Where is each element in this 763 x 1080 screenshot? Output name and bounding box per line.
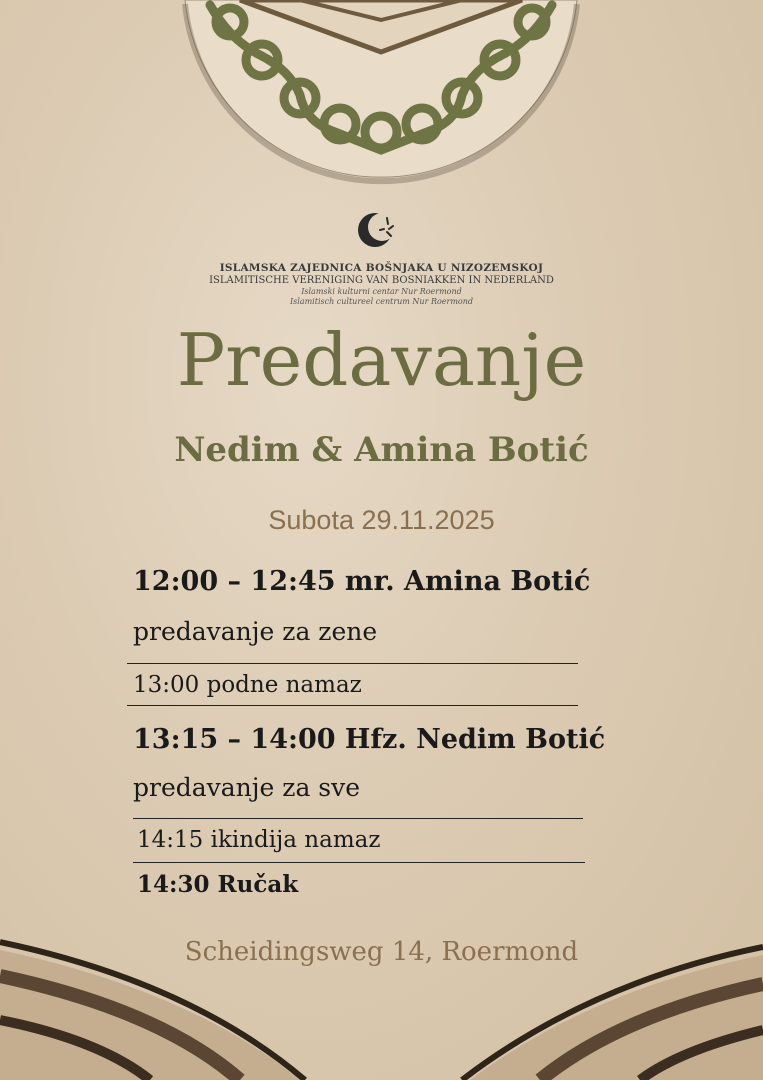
schedule-item-1-title: 12:00 – 12:45 mr. Amina Botić	[133, 566, 591, 597]
crescent-star-logo-icon	[355, 208, 401, 252]
org-center-dutch: Islamitisch cultureel centrum Nur Roermond	[289, 297, 474, 306]
bottom-swoop-ornament	[0, 880, 763, 1080]
schedule-item-3-title: 13:15 – 14:00 Hfz. Nedim Botić	[133, 724, 606, 755]
page-title: Predavanje	[176, 318, 587, 402]
speakers: Nedim & Amina Botić	[174, 430, 589, 470]
schedule-item-3-subtitle: predavanje za sve	[133, 773, 361, 802]
divider	[133, 862, 585, 863]
org-name-bosnian: ISLAMSKA ZAJEDNICA BOŠNJAKA U NIZOZEMSKOJ	[219, 262, 544, 274]
schedule-item-5: 14:30 Ručak	[137, 871, 299, 898]
org-center-bosnian: Islamski kulturni centar Nur Roermond	[301, 287, 462, 296]
org-name-dutch: ISLAMITISCHE VERENIGING VAN BOSNIAKKEN IN NEDERLAND	[209, 275, 554, 286]
divider	[127, 663, 578, 664]
schedule-item-1-subtitle: predavanje za zene	[133, 617, 378, 646]
divider	[127, 705, 578, 706]
schedule-item-2: 13:00 podne namaz	[133, 672, 362, 698]
divider	[133, 818, 583, 819]
rosette-ornament	[0, 0, 763, 200]
event-address: Scheidingsweg 14, Roermond	[184, 937, 579, 967]
event-date: Subota 29.11.2025	[268, 505, 495, 535]
schedule-item-4: 14:15 ikindija namaz	[137, 827, 381, 853]
